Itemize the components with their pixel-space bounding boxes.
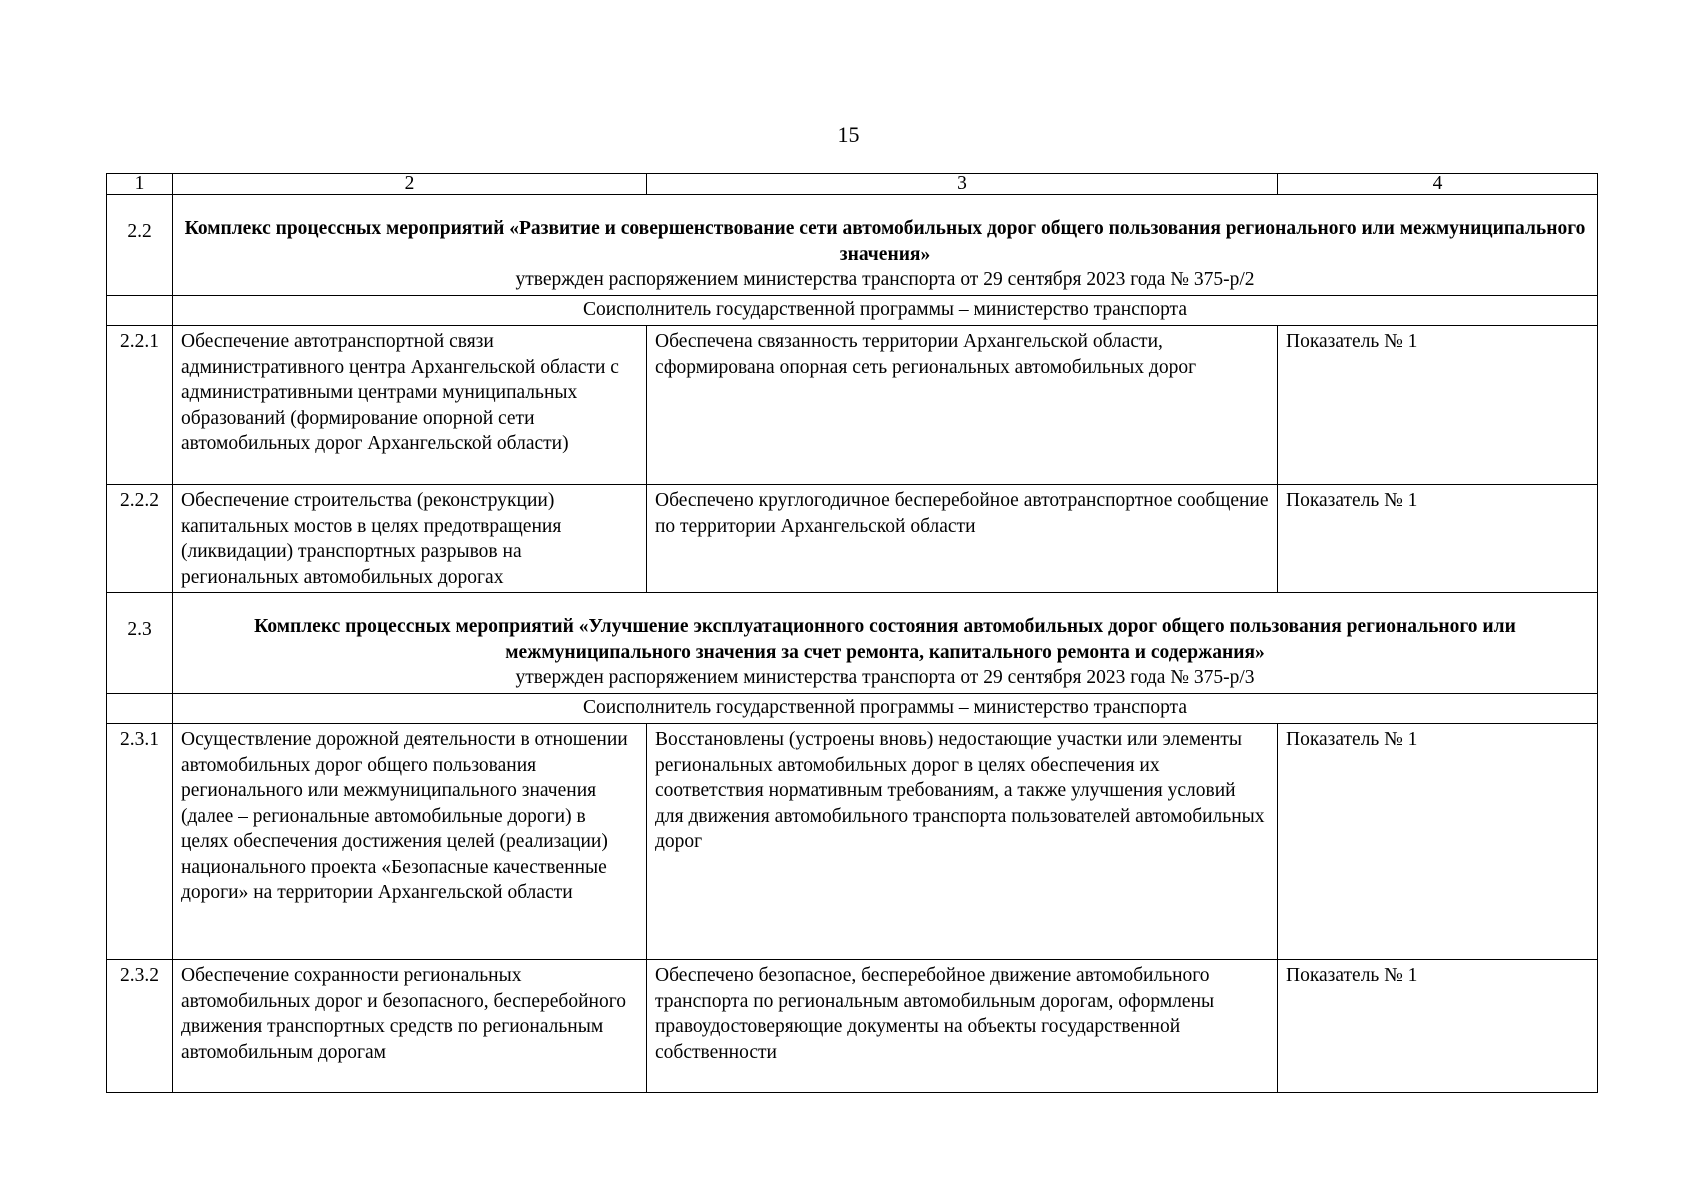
indicator-cell [1278,485,1598,593]
header-col-4: 4 [1278,174,1598,195]
task-cell [173,724,647,960]
result-cell [647,960,1278,1093]
row-number: 2.3.2 [107,960,173,1093]
task-cell [173,326,647,485]
indicator-text: Показатель № 1 [1286,331,1418,352]
result-text: Обеспечено безопасное, бесперебойное движение автомобильного транспорта по региональным автомобильным дорогам, оформлены правоудостоверяющие документы на объекты государственной собственности [655,965,1215,1063]
coexecutor-empty-cell [107,296,173,326]
section-title: Комплекс процессных мероприятий «Улучшение эксплуатационного состояния автомобильных дорог общего пользования регионального или межмуниципального значения за счет ремонта, капитального ремонта и содержания» [254,616,1516,663]
coexecutor-text: Соисполнитель государственной программы – министерство транспорта [173,296,1598,326]
table-row [107,960,1598,1093]
indicator-text: Показатель № 1 [1286,729,1418,750]
table-row [107,724,1598,960]
section-header [173,593,1598,694]
indicator-text: Показатель № 1 [1286,965,1418,986]
coexecutor-row [107,694,1598,724]
task-text: Обеспечение строительства (реконструкции) капитальных мостов в целях предотвращения (ликвидации) транспортных разрывов на региональных автомобильных дорогах [181,490,562,588]
header-col-3: 3 [647,174,1278,195]
result-text: Обеспечено круглогодичное бесперебойное автотранспортное сообщение по территории Архангельской области [655,490,1269,537]
indicator-text: Показатель № 1 [1286,490,1418,511]
result-cell [647,326,1278,485]
indicator-cell [1278,960,1598,1093]
section-approval-note: утвержден распоряжением министерства транспорта от 29 сентября 2023 года № 375-р/3 [515,667,1255,688]
coexecutor-row [107,296,1598,326]
coexecutor-empty-cell [107,694,173,724]
result-text: Обеспечена связанность территории Архангельской области, сформирована опорная сеть региональных автомобильных дорог [655,331,1197,378]
section-number: 2.2 [107,195,173,296]
row-number: 2.2.1 [107,326,173,485]
section-row [107,195,1598,296]
indicator-cell [1278,326,1598,485]
header-col-1: 1 [107,174,173,195]
task-cell [173,960,647,1093]
section-header [173,195,1598,296]
section-approval-note: утвержден распоряжением министерства транспорта от 29 сентября 2023 года № 375-р/2 [515,269,1255,290]
row-number: 2.2.2 [107,485,173,593]
section-row [107,593,1598,694]
header-row [107,174,1598,195]
result-text: Восстановлены (устроены вновь) недостающие участки или элементы региональных автомобильных дорог в целях обеспечения их соответствия нормативным требованиям, а также улучшения условий для движения автомобильного транспорта пользователей автомобильных дорог [655,729,1265,852]
table-row [107,485,1598,593]
header-col-2: 2 [173,174,647,195]
table-row [107,326,1598,485]
task-text: Осуществление дорожной деятельности в отношении автомобильных дорог общего пользования регионального или межмуниципального значения (далее – региональные автомобильные дороги) в целях обеспечения достижения целей (реализации) национального проекта «Безопасные качественные дороги» на территории Архангельской области [181,729,628,903]
page-number: 15 [837,122,860,147]
task-text: Обеспечение сохранности региональных автомобильных дорог и безопасного, бесперебойного движения транспортных средств по региональным автомобильным дорогам [181,965,626,1063]
task-text: Обеспечение автотранспортной связи административного центра Архангельской области с административными центрами муниципальных образований (формирование опорной сети автомобильных дорог Архангельской области) [181,331,619,454]
result-cell [647,485,1278,593]
program-table [106,173,1598,1093]
indicator-cell [1278,724,1598,960]
row-number: 2.3.1 [107,724,173,960]
section-number: 2.3 [107,593,173,694]
task-cell [173,485,647,593]
section-title: Комплекс процессных мероприятий «Развитие и совершенствование сети автомобильных дорог общего пользования регионального или межмуниципального значения» [184,218,1586,265]
result-cell [647,724,1278,960]
coexecutor-text: Соисполнитель государственной программы – министерство транспорта [173,694,1598,724]
